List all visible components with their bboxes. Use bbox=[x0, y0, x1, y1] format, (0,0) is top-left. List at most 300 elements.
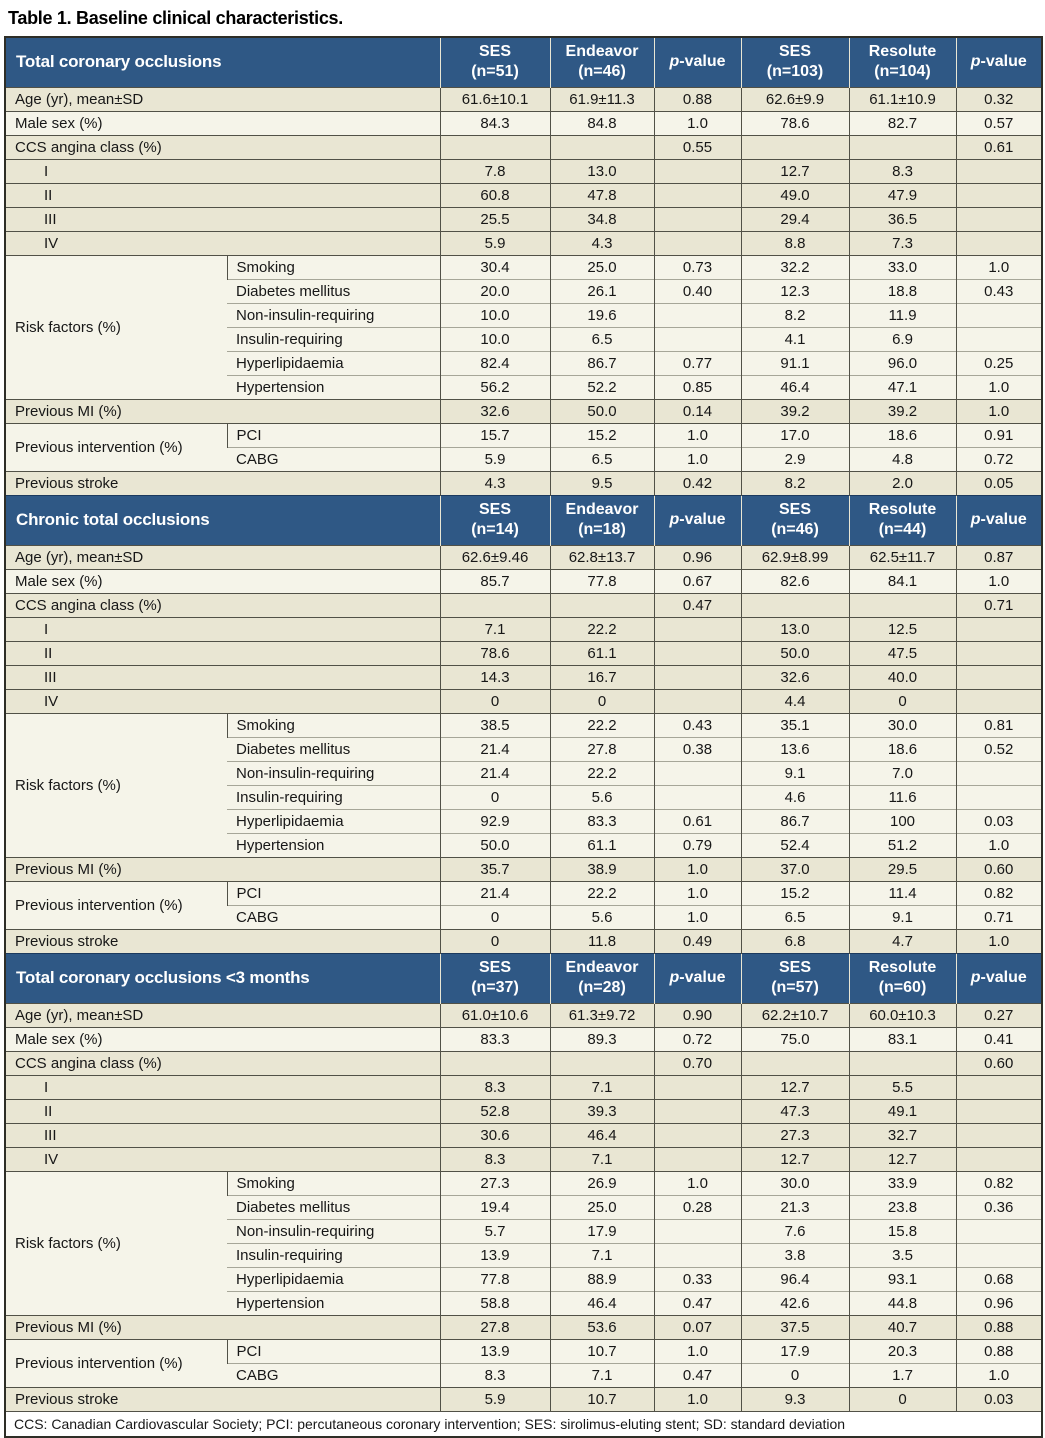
table-row bbox=[5, 231, 1042, 255]
row-label: I bbox=[5, 1075, 440, 1099]
value-cell: 0.47 bbox=[654, 1291, 741, 1315]
section-title: Chronic total occlusions bbox=[5, 495, 440, 545]
value-cell: 78.6 bbox=[741, 111, 849, 135]
value-cell: 0.61 bbox=[956, 135, 1042, 159]
value-cell: 21.3 bbox=[741, 1195, 849, 1219]
value-cell: 15.2 bbox=[741, 881, 849, 905]
value-cell: 1.0 bbox=[956, 1363, 1042, 1387]
section-header-row bbox=[5, 953, 1042, 1003]
row-label: CCS angina class (%) bbox=[5, 135, 440, 159]
value-cell: 16.7 bbox=[550, 665, 654, 689]
row-sublabel: Hypertension bbox=[227, 1291, 440, 1315]
value-cell: 0.61 bbox=[654, 809, 741, 833]
row-label: IV bbox=[5, 231, 440, 255]
column-header bbox=[849, 953, 956, 1003]
column-header-line1: SES bbox=[478, 501, 511, 518]
column-header-line2: (n=14) bbox=[471, 521, 519, 538]
value-cell: 50.0 bbox=[440, 833, 550, 857]
table-row bbox=[5, 1003, 1042, 1027]
table-row bbox=[5, 423, 1042, 447]
value-cell: 26.9 bbox=[550, 1171, 654, 1195]
value-cell: 6.8 bbox=[741, 929, 849, 953]
pvalue-italic-p: p bbox=[970, 969, 981, 986]
pvalue-italic-p: p bbox=[669, 511, 680, 528]
value-cell: 61.1 bbox=[550, 641, 654, 665]
table-row bbox=[5, 1315, 1042, 1339]
value-cell: 1.0 bbox=[654, 1387, 741, 1411]
row-label: Age (yr), mean±SD bbox=[5, 1003, 440, 1027]
row-label: IV bbox=[5, 689, 440, 713]
row-sublabel: Diabetes mellitus bbox=[227, 279, 440, 303]
value-cell: 0.71 bbox=[956, 593, 1042, 617]
value-cell: 0.88 bbox=[654, 87, 741, 111]
value-cell bbox=[956, 617, 1042, 641]
value-cell: 0 bbox=[849, 689, 956, 713]
table-row bbox=[5, 1027, 1042, 1051]
row-label: Previous MI (%) bbox=[5, 1315, 440, 1339]
row-label: Previous intervention (%) bbox=[5, 1339, 227, 1387]
value-cell bbox=[956, 1099, 1042, 1123]
value-cell: 8.8 bbox=[741, 231, 849, 255]
value-cell: 10.0 bbox=[440, 327, 550, 351]
value-cell: 0.88 bbox=[956, 1339, 1042, 1363]
value-cell: 1.0 bbox=[956, 833, 1042, 857]
table-row bbox=[5, 881, 1042, 905]
value-cell bbox=[654, 183, 741, 207]
value-cell: 10.7 bbox=[550, 1387, 654, 1411]
value-cell bbox=[956, 159, 1042, 183]
row-sublabel: Non-insulin-requiring bbox=[227, 1219, 440, 1243]
row-sublabel: PCI bbox=[227, 881, 440, 905]
row-sublabel: PCI bbox=[227, 1339, 440, 1363]
value-cell: 8.3 bbox=[849, 159, 956, 183]
value-cell bbox=[550, 135, 654, 159]
value-cell: 32.2 bbox=[741, 255, 849, 279]
value-cell: 0.41 bbox=[956, 1027, 1042, 1051]
value-cell: 93.1 bbox=[849, 1267, 956, 1291]
value-cell: 13.0 bbox=[550, 159, 654, 183]
value-cell: 20.3 bbox=[849, 1339, 956, 1363]
value-cell: 27.8 bbox=[550, 737, 654, 761]
pvalue-italic-p: p bbox=[669, 53, 680, 71]
value-cell: 7.1 bbox=[550, 1363, 654, 1387]
column-header-pvalue bbox=[956, 37, 1042, 87]
column-header-line2: (n=103) bbox=[766, 63, 824, 81]
value-cell: 0.96 bbox=[654, 545, 741, 569]
row-label: Male sex (%) bbox=[5, 1027, 440, 1051]
row-label: I bbox=[5, 159, 440, 183]
value-cell: 84.3 bbox=[440, 111, 550, 135]
value-cell: 4.4 bbox=[741, 689, 849, 713]
value-cell: 78.6 bbox=[440, 641, 550, 665]
value-cell: 7.6 bbox=[741, 1219, 849, 1243]
value-cell: 0.68 bbox=[956, 1267, 1042, 1291]
row-sublabel: Insulin-requiring bbox=[227, 785, 440, 809]
value-cell: 39.2 bbox=[849, 399, 956, 423]
table-row bbox=[5, 689, 1042, 713]
value-cell: 5.9 bbox=[440, 231, 550, 255]
value-cell bbox=[654, 1123, 741, 1147]
value-cell bbox=[654, 159, 741, 183]
value-cell: 62.8±13.7 bbox=[550, 545, 654, 569]
table-row bbox=[5, 593, 1042, 617]
row-sublabel: Smoking bbox=[227, 1171, 440, 1195]
value-cell: 8.2 bbox=[741, 303, 849, 327]
row-label: Previous stroke bbox=[5, 471, 440, 495]
column-header bbox=[440, 953, 550, 1003]
row-label: Risk factors (%) bbox=[5, 713, 227, 857]
value-cell: 22.2 bbox=[550, 617, 654, 641]
value-cell: 7.3 bbox=[849, 231, 956, 255]
value-cell: 29.5 bbox=[849, 857, 956, 881]
value-cell: 0.32 bbox=[956, 87, 1042, 111]
pvalue-suffix: -value bbox=[679, 969, 726, 986]
value-cell: 0.33 bbox=[654, 1267, 741, 1291]
value-cell: 34.8 bbox=[550, 207, 654, 231]
value-cell: 22.2 bbox=[550, 713, 654, 737]
value-cell: 89.3 bbox=[550, 1027, 654, 1051]
value-cell: 20.0 bbox=[440, 279, 550, 303]
value-cell: 1.0 bbox=[654, 857, 741, 881]
value-cell: 82.4 bbox=[440, 351, 550, 375]
column-header-line2: (n=37) bbox=[471, 979, 519, 996]
value-cell: 12.5 bbox=[849, 617, 956, 641]
value-cell: 7.0 bbox=[849, 761, 956, 785]
row-label: CCS angina class (%) bbox=[5, 593, 440, 617]
table-row bbox=[5, 1387, 1042, 1411]
value-cell bbox=[654, 785, 741, 809]
value-cell: 33.9 bbox=[849, 1171, 956, 1195]
value-cell: 96.4 bbox=[741, 1267, 849, 1291]
value-cell: 14.3 bbox=[440, 665, 550, 689]
value-cell: 60.8 bbox=[440, 183, 550, 207]
value-cell: 12.7 bbox=[741, 1147, 849, 1171]
column-header-line1: Endeavor bbox=[565, 43, 639, 61]
value-cell: 0.87 bbox=[956, 545, 1042, 569]
value-cell bbox=[956, 761, 1042, 785]
value-cell bbox=[654, 1219, 741, 1243]
value-cell: 0.47 bbox=[654, 1363, 741, 1387]
row-sublabel: PCI bbox=[227, 423, 440, 447]
value-cell: 25.5 bbox=[440, 207, 550, 231]
column-header-line2: (n=60) bbox=[878, 979, 927, 996]
row-label: Risk factors (%) bbox=[5, 255, 227, 399]
value-cell: 19.4 bbox=[440, 1195, 550, 1219]
value-cell: 4.3 bbox=[550, 231, 654, 255]
baseline-characteristics-table bbox=[4, 36, 1043, 1438]
value-cell: 0 bbox=[849, 1387, 956, 1411]
value-cell bbox=[956, 1123, 1042, 1147]
row-label: III bbox=[5, 665, 440, 689]
column-header-line1: Resolute bbox=[868, 501, 937, 518]
value-cell: 50.0 bbox=[550, 399, 654, 423]
value-cell: 0.81 bbox=[956, 713, 1042, 737]
row-label: Age (yr), mean±SD bbox=[5, 545, 440, 569]
value-cell: 4.7 bbox=[849, 929, 956, 953]
column-header-line2: (n=46) bbox=[578, 63, 626, 81]
value-cell: 0.28 bbox=[654, 1195, 741, 1219]
value-cell: 4.1 bbox=[741, 327, 849, 351]
pvalue-suffix: -value bbox=[980, 511, 1027, 528]
value-cell: 49.0 bbox=[741, 183, 849, 207]
value-cell: 1.0 bbox=[654, 423, 741, 447]
table-row bbox=[5, 255, 1042, 279]
value-cell: 0.72 bbox=[654, 1027, 741, 1051]
table-row bbox=[5, 545, 1042, 569]
value-cell: 7.1 bbox=[550, 1243, 654, 1267]
table-row bbox=[5, 399, 1042, 423]
value-cell: 6.5 bbox=[741, 905, 849, 929]
column-header bbox=[550, 37, 654, 87]
value-cell: 77.8 bbox=[440, 1267, 550, 1291]
value-cell: 13.0 bbox=[741, 617, 849, 641]
column-header-line1: SES bbox=[478, 959, 511, 976]
value-cell bbox=[956, 1075, 1042, 1099]
value-cell: 38.9 bbox=[550, 857, 654, 881]
value-cell: 52.8 bbox=[440, 1099, 550, 1123]
value-cell: 88.9 bbox=[550, 1267, 654, 1291]
value-cell: 17.0 bbox=[741, 423, 849, 447]
value-cell: 30.0 bbox=[741, 1171, 849, 1195]
value-cell: 11.8 bbox=[550, 929, 654, 953]
column-header-pvalue bbox=[654, 495, 741, 545]
column-header-line1: Resolute bbox=[868, 959, 937, 976]
value-cell: 0.49 bbox=[654, 929, 741, 953]
value-cell: 30.6 bbox=[440, 1123, 550, 1147]
value-cell: 0.71 bbox=[956, 905, 1042, 929]
value-cell: 25.0 bbox=[550, 255, 654, 279]
column-header bbox=[741, 953, 849, 1003]
value-cell: 0.42 bbox=[654, 471, 741, 495]
row-sublabel: Insulin-requiring bbox=[227, 1243, 440, 1267]
value-cell: 7.1 bbox=[550, 1075, 654, 1099]
value-cell: 12.7 bbox=[741, 159, 849, 183]
row-label: Previous MI (%) bbox=[5, 857, 440, 881]
value-cell: 61.3±9.72 bbox=[550, 1003, 654, 1027]
value-cell: 27.3 bbox=[440, 1171, 550, 1195]
value-cell: 40.7 bbox=[849, 1315, 956, 1339]
value-cell: 9.5 bbox=[550, 471, 654, 495]
table-row bbox=[5, 1075, 1042, 1099]
section-header-row bbox=[5, 37, 1042, 87]
table-row bbox=[5, 159, 1042, 183]
value-cell: 26.1 bbox=[550, 279, 654, 303]
row-label: II bbox=[5, 1099, 440, 1123]
value-cell bbox=[849, 593, 956, 617]
value-cell: 62.6±9.46 bbox=[440, 545, 550, 569]
row-label: I bbox=[5, 617, 440, 641]
value-cell: 1.0 bbox=[956, 255, 1042, 279]
value-cell bbox=[849, 1051, 956, 1075]
value-cell bbox=[956, 641, 1042, 665]
row-sublabel: Smoking bbox=[227, 255, 440, 279]
value-cell: 0.72 bbox=[956, 447, 1042, 471]
section-header-row bbox=[5, 495, 1042, 545]
value-cell: 52.2 bbox=[550, 375, 654, 399]
value-cell: 17.9 bbox=[741, 1339, 849, 1363]
value-cell: 11.6 bbox=[849, 785, 956, 809]
value-cell: 37.0 bbox=[741, 857, 849, 881]
value-cell: 13.9 bbox=[440, 1243, 550, 1267]
value-cell: 0.27 bbox=[956, 1003, 1042, 1027]
value-cell: 0.47 bbox=[654, 593, 741, 617]
column-header-line2: (n=51) bbox=[471, 63, 519, 81]
row-sublabel: Non-insulin-requiring bbox=[227, 303, 440, 327]
value-cell: 60.0±10.3 bbox=[849, 1003, 956, 1027]
value-cell: 1.0 bbox=[956, 929, 1042, 953]
value-cell bbox=[956, 231, 1042, 255]
value-cell: 5.6 bbox=[550, 785, 654, 809]
value-cell: 27.8 bbox=[440, 1315, 550, 1339]
value-cell: 47.1 bbox=[849, 375, 956, 399]
value-cell: 61.1 bbox=[550, 833, 654, 857]
value-cell: 9.3 bbox=[741, 1387, 849, 1411]
value-cell: 3.8 bbox=[741, 1243, 849, 1267]
column-header-pvalue bbox=[654, 37, 741, 87]
row-label: II bbox=[5, 183, 440, 207]
value-cell: 0.90 bbox=[654, 1003, 741, 1027]
value-cell: 5.5 bbox=[849, 1075, 956, 1099]
value-cell: 22.2 bbox=[550, 881, 654, 905]
column-header-line1: SES bbox=[778, 501, 811, 518]
value-cell: 52.4 bbox=[741, 833, 849, 857]
value-cell bbox=[741, 135, 849, 159]
value-cell: 35.7 bbox=[440, 857, 550, 881]
column-header bbox=[741, 37, 849, 87]
table-row bbox=[5, 111, 1042, 135]
row-sublabel: Hyperlipidaemia bbox=[227, 351, 440, 375]
value-cell: 75.0 bbox=[741, 1027, 849, 1051]
value-cell: 8.3 bbox=[440, 1363, 550, 1387]
value-cell: 62.5±11.7 bbox=[849, 545, 956, 569]
row-sublabel: CABG bbox=[227, 1363, 440, 1387]
value-cell: 15.2 bbox=[550, 423, 654, 447]
column-header bbox=[741, 495, 849, 545]
column-header-line2: (n=46) bbox=[771, 521, 819, 538]
column-header bbox=[440, 495, 550, 545]
value-cell: 6.5 bbox=[550, 327, 654, 351]
value-cell: 53.6 bbox=[550, 1315, 654, 1339]
value-cell: 36.5 bbox=[849, 207, 956, 231]
value-cell: 0.55 bbox=[654, 135, 741, 159]
value-cell bbox=[654, 303, 741, 327]
row-label: III bbox=[5, 1123, 440, 1147]
value-cell: 0.36 bbox=[956, 1195, 1042, 1219]
column-header bbox=[849, 495, 956, 545]
value-cell: 3.5 bbox=[849, 1243, 956, 1267]
value-cell bbox=[654, 617, 741, 641]
value-cell: 47.8 bbox=[550, 183, 654, 207]
row-label: CCS angina class (%) bbox=[5, 1051, 440, 1075]
value-cell: 62.9±8.99 bbox=[741, 545, 849, 569]
value-cell: 83.3 bbox=[550, 809, 654, 833]
value-cell: 86.7 bbox=[741, 809, 849, 833]
table-row bbox=[5, 857, 1042, 881]
row-sublabel: Smoking bbox=[227, 713, 440, 737]
value-cell bbox=[550, 1051, 654, 1075]
value-cell: 1.0 bbox=[956, 375, 1042, 399]
value-cell: 30.0 bbox=[849, 713, 956, 737]
value-cell: 56.2 bbox=[440, 375, 550, 399]
table-row bbox=[5, 1051, 1042, 1075]
value-cell: 32.6 bbox=[741, 665, 849, 689]
column-header-line1: Endeavor bbox=[565, 959, 639, 976]
value-cell: 8.3 bbox=[440, 1075, 550, 1099]
value-cell bbox=[956, 327, 1042, 351]
value-cell: 10.0 bbox=[440, 303, 550, 327]
column-header-line2: (n=57) bbox=[771, 979, 819, 996]
section-title: Total coronary occlusions <3 months bbox=[5, 953, 440, 1003]
value-cell bbox=[654, 231, 741, 255]
row-sublabel: Non-insulin-requiring bbox=[227, 761, 440, 785]
value-cell: 91.1 bbox=[741, 351, 849, 375]
value-cell: 0.43 bbox=[956, 279, 1042, 303]
value-cell: 13.9 bbox=[440, 1339, 550, 1363]
value-cell: 0.03 bbox=[956, 1387, 1042, 1411]
value-cell bbox=[956, 785, 1042, 809]
value-cell: 8.2 bbox=[741, 471, 849, 495]
pvalue-suffix: -value bbox=[980, 53, 1027, 71]
value-cell: 83.3 bbox=[440, 1027, 550, 1051]
value-cell: 1.0 bbox=[654, 1171, 741, 1195]
value-cell: 0 bbox=[440, 905, 550, 929]
table-row bbox=[5, 471, 1042, 495]
value-cell: 29.4 bbox=[741, 207, 849, 231]
column-header bbox=[550, 953, 654, 1003]
value-cell: 6.9 bbox=[849, 327, 956, 351]
row-label: Previous intervention (%) bbox=[5, 423, 227, 471]
value-cell: 0.60 bbox=[956, 1051, 1042, 1075]
value-cell: 32.6 bbox=[440, 399, 550, 423]
value-cell: 51.2 bbox=[849, 833, 956, 857]
value-cell: 47.3 bbox=[741, 1099, 849, 1123]
value-cell: 21.4 bbox=[440, 737, 550, 761]
table-row bbox=[5, 1147, 1042, 1171]
value-cell: 92.9 bbox=[440, 809, 550, 833]
value-cell: 85.7 bbox=[440, 569, 550, 593]
table-row bbox=[5, 183, 1042, 207]
pvalue-italic-p: p bbox=[970, 53, 981, 71]
value-cell: 0 bbox=[440, 929, 550, 953]
value-cell: 1.0 bbox=[654, 447, 741, 471]
value-cell: 4.3 bbox=[440, 471, 550, 495]
value-cell bbox=[956, 1147, 1042, 1171]
value-cell: 0.70 bbox=[654, 1051, 741, 1075]
value-cell: 10.7 bbox=[550, 1339, 654, 1363]
value-cell bbox=[956, 1219, 1042, 1243]
value-cell: 9.1 bbox=[741, 761, 849, 785]
value-cell bbox=[654, 1147, 741, 1171]
value-cell bbox=[440, 593, 550, 617]
value-cell: 38.5 bbox=[440, 713, 550, 737]
value-cell: 32.7 bbox=[849, 1123, 956, 1147]
column-header bbox=[550, 495, 654, 545]
row-label: Previous intervention (%) bbox=[5, 881, 227, 929]
value-cell: 0.77 bbox=[654, 351, 741, 375]
value-cell: 62.6±9.9 bbox=[741, 87, 849, 111]
value-cell: 7.1 bbox=[550, 1147, 654, 1171]
row-sublabel: CABG bbox=[227, 905, 440, 929]
value-cell: 0.73 bbox=[654, 255, 741, 279]
value-cell: 33.0 bbox=[849, 255, 956, 279]
value-cell: 47.5 bbox=[849, 641, 956, 665]
value-cell bbox=[440, 135, 550, 159]
row-label: Previous stroke bbox=[5, 1387, 440, 1411]
row-sublabel: Diabetes mellitus bbox=[227, 1195, 440, 1219]
value-cell bbox=[956, 303, 1042, 327]
row-label: Male sex (%) bbox=[5, 111, 440, 135]
column-header-pvalue bbox=[956, 495, 1042, 545]
